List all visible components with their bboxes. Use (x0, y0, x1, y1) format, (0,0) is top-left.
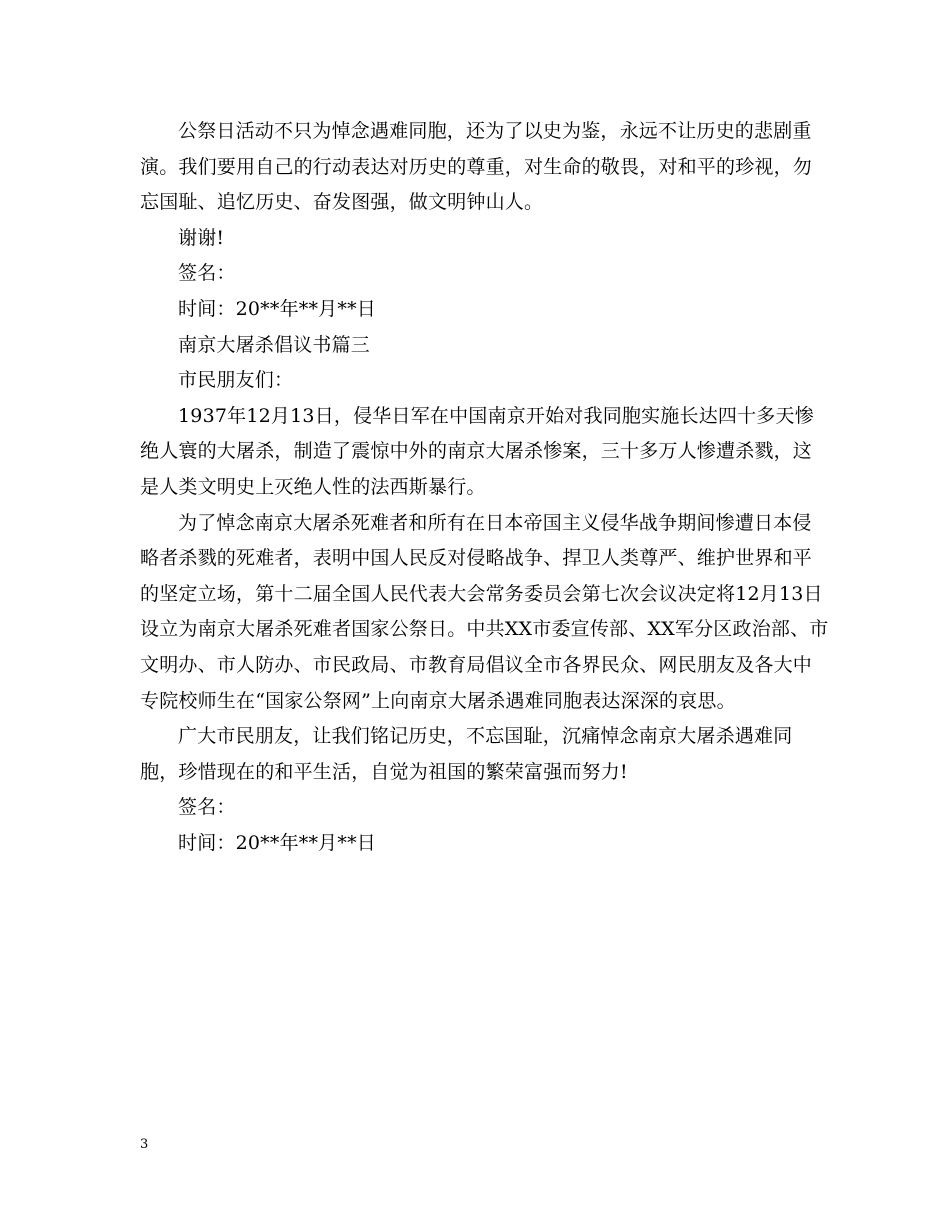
paragraph-national-memorial-day: 为了悼念南京大屠杀死难者和所有在日本帝国主义侵华战争期间惨遭日本侵略者杀戮的死难者，表明中国人民反对侵略战争、捍卫人类尊严、维护世界和平的坚定立场，第十二届全国人民代表大会常务委员会第七次会议决定将12月13日设立为南京大屠杀死难者国家公祭日。中共XX市委宣传部、XX军分区政治部、市文明办、市人防办、市民政局、市教育局倡议全市各界民众、网民朋友及各大中专院校师生在“国家公祭网”上向南京大屠杀遇难同胞表达深深的哀思。 (140, 511, 829, 712)
paragraph-memorial-purpose: 公祭日活动不只为悼念遇难同胞，还为了以史为鉴，永远不让历史的悲剧重演。我们要用自己的行动表达对历史的尊重，对生命的敬畏，对和平的珍视，勿忘国耻、追忆历史、奋发图强，做文明钟山人。 (140, 120, 813, 214)
document-body (140, 114, 830, 861)
section-title: 南京大屠杀倡议书篇三 (178, 333, 371, 356)
paragraph-appeal: 广大市民朋友，让我们铭记历史，不忘国耻，沉痛悼念南京大屠杀遇难同胞，珍惜现在的和平生活，自觉为祖国的繁荣富强而努力! (140, 725, 793, 783)
paragraph-thanks: 谢谢! (178, 226, 225, 249)
page-number: 3 (140, 1137, 149, 1152)
signature-line-2: 签名： (178, 796, 236, 819)
paragraph-history: 1937年12月13日，侵华日军在中国南京开始对我同胞实施长达四十多天惨绝人寰的大屠杀，制造了震惊中外的南京大屠杀惨案，三十多万人惨遭杀戮，这是人类文明史上灭绝人性的法西斯暴行。 (140, 404, 814, 498)
date-line-2: 时间：20**年**月**日 (178, 831, 376, 854)
date-line: 时间：20**年**月**日 (178, 297, 376, 320)
salutation: 市民朋友们： (178, 369, 294, 392)
signature-line: 签名： (178, 262, 236, 285)
